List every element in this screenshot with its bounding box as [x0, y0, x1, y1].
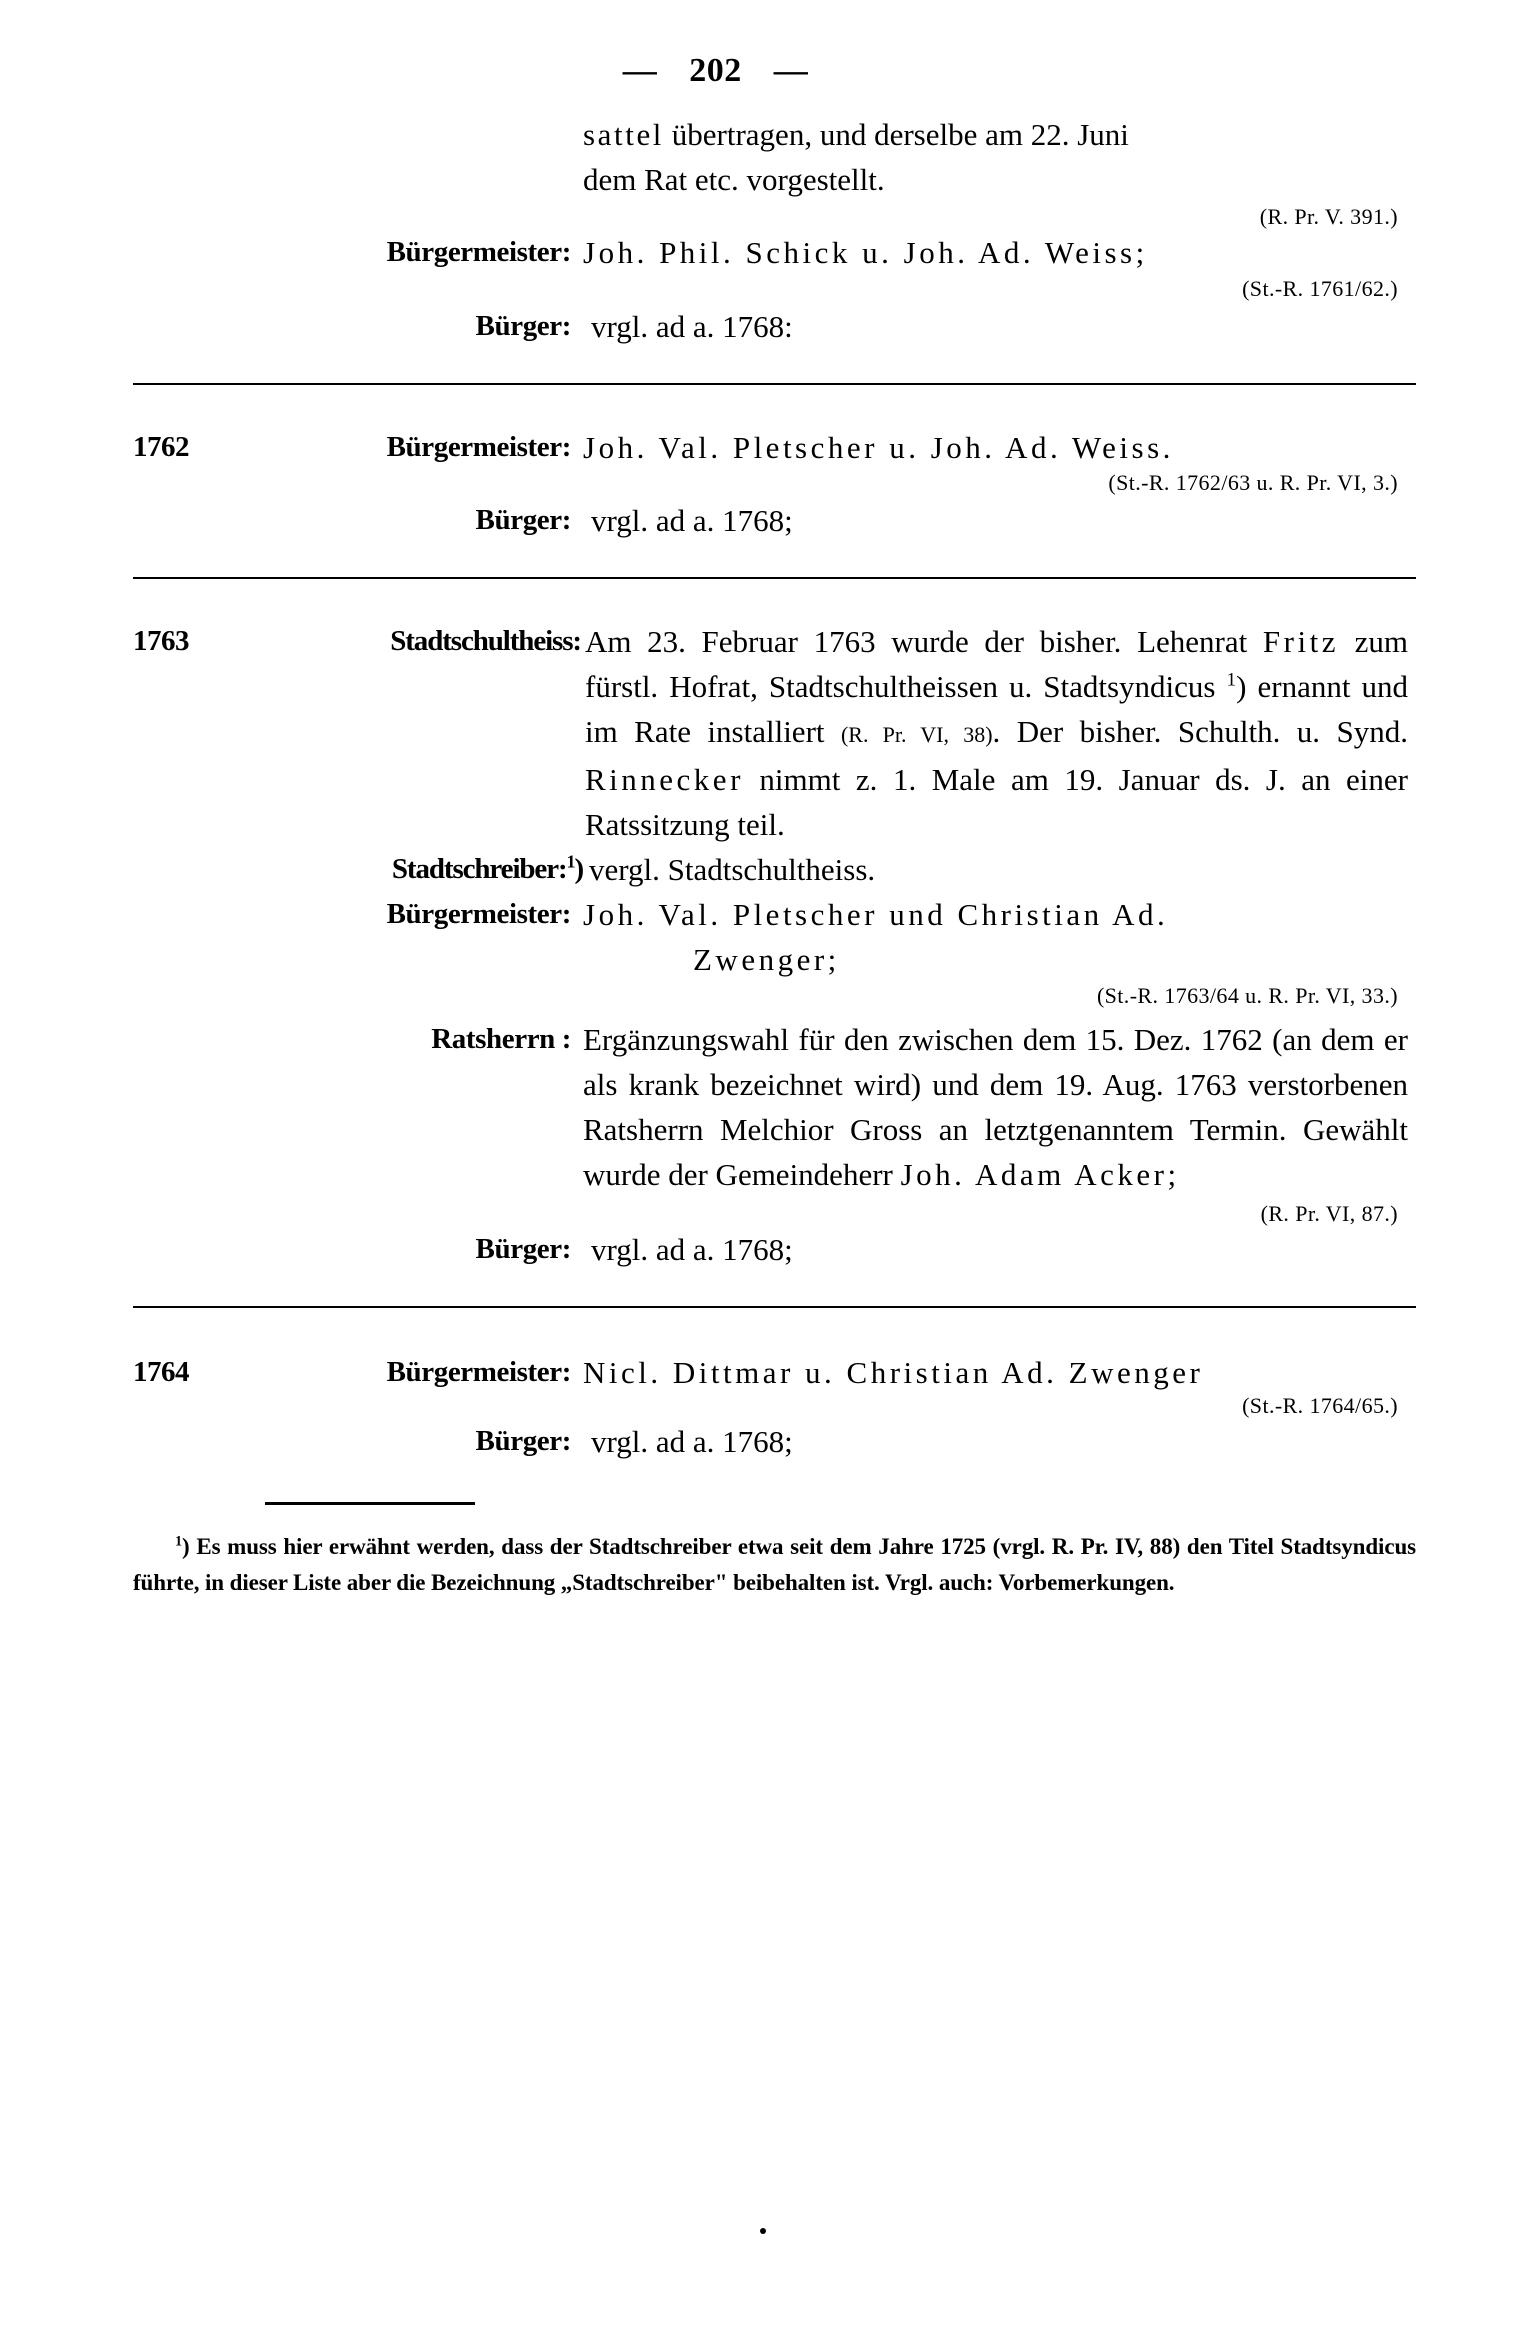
row-text: [583, 425, 1408, 500]
section-divider: [133, 577, 1416, 579]
continuation-lead-word: sattel: [583, 117, 665, 152]
row-reference: (St.-R. 1761/62.): [1242, 276, 1398, 301]
row-reference: (R. Pr. VI, 87.): [1260, 1201, 1398, 1226]
entry-row: [133, 230, 1408, 306]
row-label: [215, 847, 583, 891]
row-label-text: Stadtschreiber:: [391, 853, 567, 885]
page-number-header: [0, 0, 1531, 90]
row-label: Bürger:: [475, 504, 571, 536]
row-reference: (St.-R. 1763/64 u. R. Pr. VI, 33.): [1096, 983, 1398, 1008]
row-value: vrgl. ad a. 1768:: [591, 309, 793, 344]
continuation-line2: dem Rat etc. vorgestellt.: [583, 162, 885, 197]
row-label: Bürger:: [475, 1425, 571, 1457]
footnote-text: [133, 1529, 1416, 1601]
person-name: Joh. Adam Acker: [900, 1157, 1168, 1192]
row-value: vrgl. ad a. 1768;: [591, 1232, 793, 1267]
entry-row: [133, 619, 1408, 847]
page-dash-left: —: [622, 52, 658, 89]
entry-block: [133, 619, 1408, 1272]
entry-row: [133, 1350, 1408, 1423]
para-part: ;: [1167, 1157, 1177, 1192]
entry-row: [133, 892, 1408, 1013]
footnote-separator: [265, 1502, 475, 1505]
continuation-reference: (R. Pr. V. 391.): [1259, 204, 1398, 229]
entry-year: 1764: [133, 1356, 189, 1388]
row-value: Joh. Val. Pletscher u. Joh. Ad. Weiss.: [583, 430, 1174, 465]
row-text: [583, 1350, 1408, 1423]
entry-block: [133, 230, 1408, 349]
row-text: [583, 847, 1408, 892]
para-part: Ergänzungswahl für den zwischen dem 15. Dez. 1762 (an dem er als krank bezeichnet wird) und dem 19. Aug. 1763 verstorbenen Ratsherrn Melchior Gross an letztgenanntem Termin. Gewählt wurde der Gemeindeherr: [583, 1022, 1408, 1192]
entry-row: [133, 425, 1408, 500]
entry-row: [133, 1017, 1408, 1231]
row-value: Nicl. Dittmar u. Christian Ad. Zwenger: [583, 1355, 1204, 1390]
row-value: vrgl. ad a. 1768;: [591, 1424, 793, 1459]
row-label: Bürger:: [475, 1233, 571, 1265]
footnote-marker: 1: [566, 851, 575, 872]
para-part: nimmt z. 1. Male am 19. Januar ds. J. an einer Ratssitzung teil.: [585, 762, 1408, 842]
row-label: Bürgermeister:: [386, 431, 571, 463]
row-paragraph: [583, 1017, 1408, 1197]
para-part: . Der bisher. Schulth. u. Synd.: [992, 714, 1408, 749]
section-divider: [133, 1306, 1416, 1308]
para-part: zum fürstl. Hofrat, Stadtschultheissen u. Stadtsyndicus: [585, 624, 1408, 704]
para-part: ) ernannt und im Rate installiert: [585, 669, 1408, 749]
entry-block: [133, 425, 1408, 543]
entry-row: [133, 498, 1408, 543]
bottom-dot-artifact: [760, 2228, 766, 2234]
inline-reference: (R. Pr. VI, 38): [840, 722, 993, 747]
row-label: Bürgermeister:: [386, 236, 571, 268]
row-reference: (St.-R. 1762/63 u. R. Pr. VI, 3.): [1108, 470, 1398, 495]
row-text: [583, 304, 1408, 349]
row-label-suffix: ): [574, 853, 583, 885]
row-text: [583, 1017, 1408, 1231]
row-reference: (St.-R. 1764/65.): [1242, 1393, 1398, 1418]
entry-row: [133, 847, 1408, 892]
page-dash-right: —: [773, 52, 809, 89]
row-label: Stadtschultheiss:: [390, 625, 581, 657]
row-value: Joh. Phil. Schick u. Joh. Ad. Weiss;: [583, 235, 1148, 270]
row-label: Ratsherrn :: [431, 1023, 571, 1055]
footnote-marker: 1: [1226, 669, 1237, 691]
row-value: vrgl. ad a. 1768;: [591, 503, 793, 538]
continuation-block: [133, 112, 1408, 234]
row-text: [583, 1419, 1408, 1464]
entry-row: [133, 1227, 1408, 1272]
entry-year: 1762: [133, 431, 189, 463]
row-text: [583, 230, 1408, 306]
row-value-line2: Zwenger;: [693, 942, 840, 977]
footnote-marker: 1: [175, 1533, 183, 1550]
person-name: Rinnecker: [585, 762, 744, 797]
section-divider-wrap: [133, 543, 1408, 619]
entry-row: [133, 304, 1408, 349]
row-label: Bürgermeister:: [386, 898, 571, 930]
row-label: Bürger:: [475, 310, 571, 342]
row-value-line1: Joh. Val. Pletscher und Christian Ad.: [583, 897, 1169, 932]
footnote-marker-suffix: ): [182, 1534, 190, 1559]
section-divider: [133, 383, 1416, 385]
row-text: [583, 619, 1408, 847]
row-text: [583, 892, 1408, 1013]
footnote-block: [133, 1502, 1416, 1601]
continuation-text: [583, 112, 1408, 234]
entry-block: [133, 1350, 1408, 1464]
entry-row: [133, 1419, 1408, 1464]
row-label: Bürgermeister:: [386, 1356, 571, 1388]
row-value: vergl. Stadtschultheiss.: [589, 852, 876, 887]
row-text: [583, 1227, 1408, 1272]
section-divider-wrap: [133, 349, 1408, 425]
footnote-body: Es muss hier erwähnt werden, dass der Stadtschreiber etwa seit dem Jahre 1725 (vrgl. R. Pr. IV, 88) den Titel Stadtsyndicus führte, in dieser Liste aber die Bezeichnung „Stadtschreiber" beibehalten ist. Vrgl. auch: Vorbemerkungen.: [133, 1534, 1416, 1595]
section-divider-wrap: [133, 1272, 1408, 1350]
continuation-line1-rest: übertragen, und derselbe am 22. Juni: [664, 117, 1129, 152]
page-content: [123, 112, 1416, 1601]
para-part: Am 23. Februar 1763 wurde der bisher. Lehenrat: [585, 624, 1263, 659]
page-number: 202: [689, 52, 742, 89]
entry-year: 1763: [133, 625, 189, 657]
row-text: [583, 498, 1408, 543]
person-name: Fritz: [1262, 624, 1339, 659]
